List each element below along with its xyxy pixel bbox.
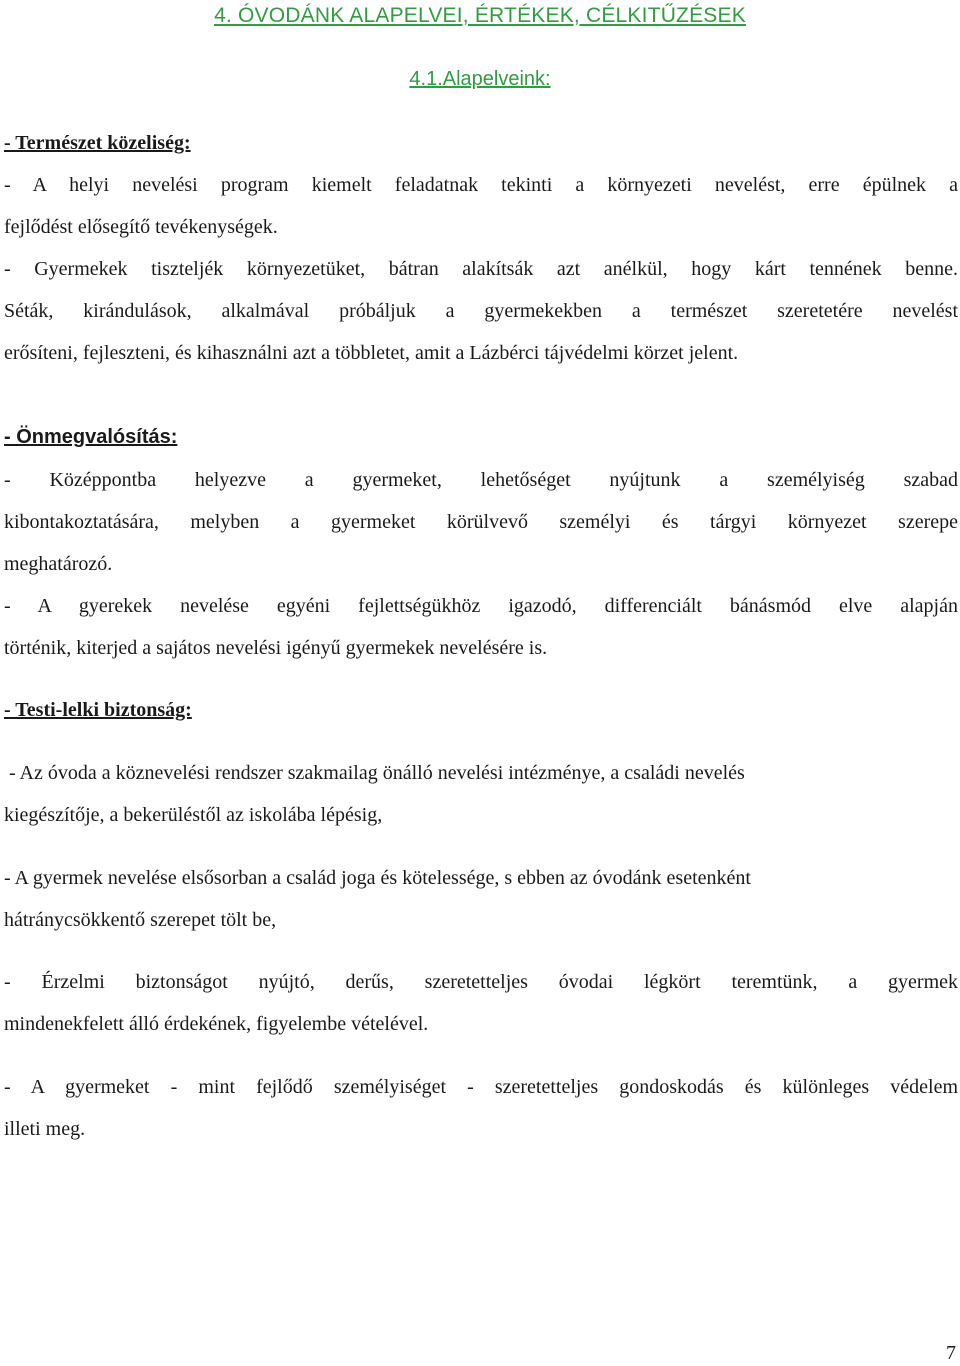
paragraph-line: mindenekfelett álló érdekének, figyelembe vételével. [4, 1013, 429, 1035]
paragraph-line: hátránycsökkentő szerepet tölt be, [4, 909, 277, 931]
paragraph-line: - Érzelmi biztonságot nyújtó, derűs, szeretetteljes óvodai légkört teremtünk, a gyermek [4, 971, 958, 993]
paragraph-line: kibontakoztatására, melyben a gyermeket körülvevő személyi és tárgyi környezet szerepe [4, 511, 958, 533]
section-heading-nature: - Természet közeliség: [4, 132, 191, 154]
section-heading-self-realization: - Önmegvalósítás: [4, 426, 178, 448]
paragraph-line: Séták, kirándulások, alkalmával próbáljuk a gyermekekben a természet szeretetére nevelést [4, 300, 958, 322]
paragraph-line: történik, kiterjed a sajátos nevelési igényű gyermekek nevelésére is. [4, 637, 548, 659]
paragraph-line: - A gyermek nevelése elsősorban a család joga és kötelessége, s ebben az óvodánk esetenként [4, 867, 751, 889]
section-heading-security: - Testi-lelki biztonság: [4, 699, 192, 721]
chapter-title: 4. ÓVODÁNK ALAPELVEI, ÉRTÉKEK, CÉLKITŰZÉSEK [214, 4, 746, 27]
page-number: 7 [946, 1342, 956, 1364]
paragraph-line: erősíteni, fejleszteni, és kihasználni azt a többletet, amit a Lázbérci tájvédelmi körzet jelent. [4, 342, 739, 364]
paragraph-line: illeti meg. [4, 1118, 86, 1140]
paragraph-line: - Gyermekek tiszteljék környezetüket, bátran alakítsák azt anélkül, hogy kárt tennének benne. [4, 258, 958, 280]
paragraph-line: - A gyerekek nevelése egyéni fejlettségükhöz igazodó, differenciált bánásmód elve alapján [4, 595, 958, 617]
paragraph-line: fejlődést elősegítő tevékenységek. [4, 216, 278, 238]
paragraph-line: - Középpontba helyezve a gyermeket, lehetőséget nyújtunk a személyiség szabad [4, 469, 958, 491]
section-subtitle: 4.1.Alapelveink: [409, 68, 551, 90]
paragraph-line: - A helyi nevelési program kiemelt feladatnak tekinti a környezeti nevelést, erre épülnek a [4, 174, 958, 196]
paragraph-line: kiegészítője, a bekerüléstől az iskolába lépésig, [4, 804, 383, 826]
paragraph-line: - Az óvoda a köznevelési rendszer szakmailag önálló nevelési intézménye, a családi nevelés [4, 762, 745, 784]
paragraph-line: meghatározó. [4, 553, 113, 575]
paragraph-line: - A gyermeket - mint fejlődő személyiséget - szeretetteljes gondoskodás és különleges védelem [4, 1076, 958, 1098]
